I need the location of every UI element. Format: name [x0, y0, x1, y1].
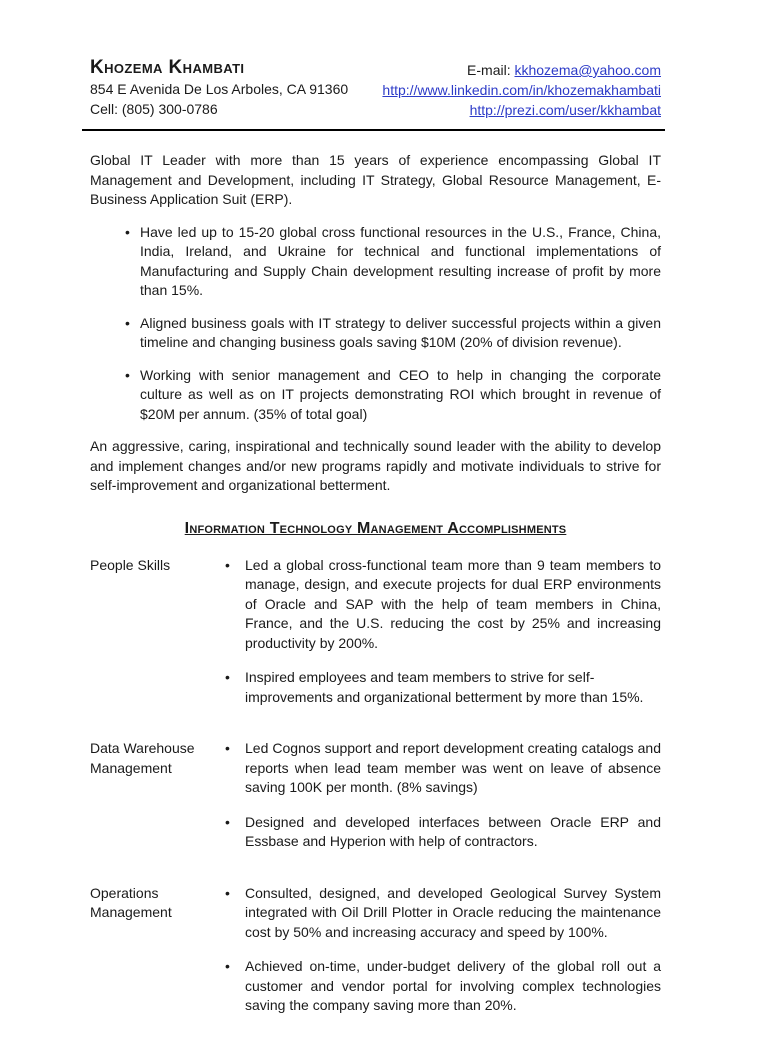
operations-bullet-1: • Consulted, designed, and developed Geological Survey System integrated with Oil Drill Plotter in Oracle reducing the maintenance cost by 50% and increasing accuracy and speed by 100%.	[225, 884, 661, 943]
linkedin-link[interactable]: http://www.linkedin.com/in/khozemakhambati	[382, 82, 661, 98]
person-name: Khozema Khambati	[90, 57, 245, 78]
closing-paragraph: An aggressive, caring, inspirational and technically sound leader with the ability to develop and implement changes and/or new programs rapidly and motivate individuals to strive for self-improvement and organizational betterment.	[90, 438, 661, 493]
accomplishment-section-people-skills	[90, 556, 661, 708]
email-link[interactable]: kkhozema@yahoo.com	[514, 62, 661, 78]
linkedin-line	[382, 80, 661, 100]
section-label-operations: Operations Management	[90, 884, 172, 920]
prezi-line	[382, 100, 661, 120]
data-warehouse-bullet-list	[225, 739, 661, 852]
people-skills-bullet-list	[225, 556, 661, 708]
data-warehouse-bullet-1: • Led Cognos support and report development creating catalogs and reports when lead team member was went on leave of absence saving 100K per month. (8% savings)	[225, 739, 661, 798]
header-divider	[82, 129, 665, 131]
accomplishment-section-operations	[90, 884, 661, 1016]
prezi-link[interactable]: http://prezi.com/user/kkhambat	[469, 102, 661, 118]
email-label: E-mail:	[467, 62, 511, 78]
summary-paragraph: Global IT Leader with more than 15 years of experience encompassing Global IT Management and Development, including IT Strategy, Global Resource Management, E-Business Application Suit (ERP).	[90, 152, 661, 207]
email-line	[382, 60, 661, 80]
header-contact-left	[90, 57, 348, 120]
section-heading-accomplishments: Information Technology Management Accomplishments	[184, 519, 567, 537]
summary-bullet-list	[125, 223, 661, 425]
operations-bullet-2: • Achieved on-time, under-budget delivery of the global roll out a customer and vendor portal for involving complex technologies saving the company saving more than 20%.	[225, 957, 661, 1016]
accomplishment-section-data-warehouse	[90, 739, 661, 852]
summary-bullet-2: • Aligned business goals with IT strategy to deliver successful projects within a given timeline and changing business goals saving $10M (20% of division revenue).	[125, 314, 661, 353]
section-label-data-warehouse: Data Warehouse Management	[90, 740, 195, 776]
header-contact-right	[382, 57, 661, 120]
data-warehouse-bullet-2: • Designed and developed interfaces between Oracle ERP and Essbase and Hyperion with help of contractors.	[225, 813, 661, 852]
street-address: 854 E Avenida De Los Arboles, CA 91360	[90, 81, 349, 97]
operations-bullet-list	[225, 884, 661, 1016]
cell-phone: Cell: (805) 300-0786	[90, 101, 218, 117]
section-label-people-skills: People Skills	[90, 556, 171, 573]
resume-header	[90, 57, 661, 120]
summary-bullet-1: • Have led up to 15-20 global cross functional resources in the U.S., France, China, India, Ireland, and Ukraine for technical and functional implementations of Manufacturing and Supply Chain development resulting increase of profit by more than 15%.	[125, 223, 661, 301]
people-skills-bullet-1: • Led a global cross-functional team more than 9 team members to manage, design, and execute projects for dual ERP environments of Oracle and SAP with the help of team members in China, France, and the U.S. reducing the cost by 25% and increasing productivity by 200%.	[225, 556, 661, 654]
summary-bullet-3: • Working with senior management and CEO to help in changing the corporate culture as well as on IT projects demonstrating ROI which brought in revenue of $20M per annum. (35% of total goal)	[125, 366, 661, 425]
people-skills-bullet-2: • Inspired employees and team members to strive for self-improvements and organizational betterment by more than 15%.	[225, 668, 661, 707]
